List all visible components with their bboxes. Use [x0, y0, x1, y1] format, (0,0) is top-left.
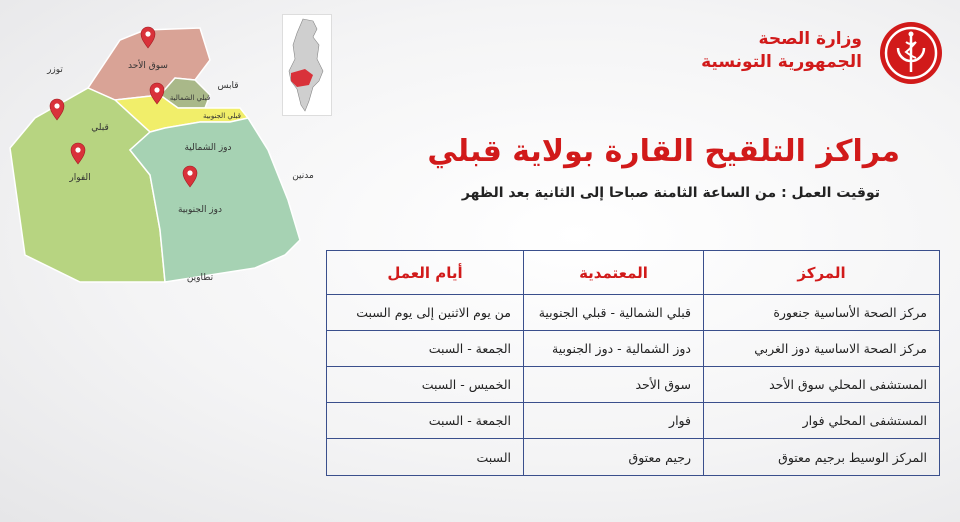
- ministry-logo-icon: [878, 20, 944, 86]
- map-label-douz-south: دوز الجنوبية: [177, 205, 223, 215]
- map-label-tataouine: تطاوين: [186, 273, 214, 283]
- vaccination-centers-table: [326, 250, 940, 476]
- cell-days: السبت: [476, 449, 511, 465]
- cell-days: من يوم الاثنين إلى يوم السبت: [327, 295, 523, 331]
- kebili-map: [0, 0, 330, 300]
- header-delegation: المعتمدية: [523, 251, 703, 295]
- ministry-line1: وزارة الصحة: [758, 29, 862, 49]
- header-center: المركز: [703, 251, 939, 295]
- map-label-gabes: قابس: [217, 81, 239, 91]
- cell-days: الجمعة - السبت: [327, 331, 523, 367]
- page-title: مراكز التلقيح القارة بولاية قبلي: [427, 134, 900, 169]
- cell-delegation: سوق الأحد: [523, 367, 703, 403]
- map-label-tozeur: توزر: [47, 65, 63, 75]
- cell-days: الخميس - السبت: [327, 367, 523, 403]
- working-hours: توقيت العمل : من الساعة الثامنة صباحا إلى الثانية بعد الظهر: [461, 185, 880, 201]
- table-body: [327, 295, 939, 475]
- table-row: [327, 439, 939, 475]
- table-header-row: [327, 251, 939, 295]
- table-row: [327, 367, 939, 403]
- cell-center: مركز الصحة الأساسية جنعورة: [703, 295, 939, 331]
- table-row: [327, 331, 939, 367]
- cell-delegation: قبلي الشمالية - قبلي الجنوبية: [523, 295, 703, 331]
- table-row: [327, 403, 939, 439]
- cell-days: الجمعة - السبت: [327, 403, 523, 439]
- map-label-souk-lahad: سوق الأحد: [128, 61, 168, 71]
- cell-center: المستشفى المحلي سوق الأحد: [703, 367, 939, 403]
- tunisia-inset-map: [282, 14, 332, 116]
- cell-delegation: رجيم معتوق: [523, 439, 703, 475]
- map-label-kebili-north: قبلي الشمالية: [169, 94, 211, 102]
- table-row: [327, 295, 939, 331]
- header-days: أيام العمل: [327, 251, 523, 295]
- map-label-medenine: مدنين: [292, 171, 314, 181]
- cell-center: المستشفى المحلي فوار: [703, 403, 939, 439]
- map-label-kebili: قبلي: [91, 123, 109, 133]
- ministry-name: [701, 28, 862, 74]
- cell-center: مركز الصحة الاساسية دوز الغربي: [703, 331, 939, 367]
- map-label-kebili-south: قبلي الجنوبية: [203, 112, 241, 120]
- cell-delegation: دوز الشمالية - دوز الجنوبية: [523, 331, 703, 367]
- map-label-douz-north: دوز الشمالية: [184, 143, 232, 153]
- ministry-line2: الجمهورية التونسية: [701, 52, 862, 72]
- map-label-faouar: الفوار: [69, 173, 91, 183]
- cell-center: المركز الوسيط برجيم معتوق: [703, 439, 939, 475]
- cell-delegation: فوار: [523, 403, 703, 439]
